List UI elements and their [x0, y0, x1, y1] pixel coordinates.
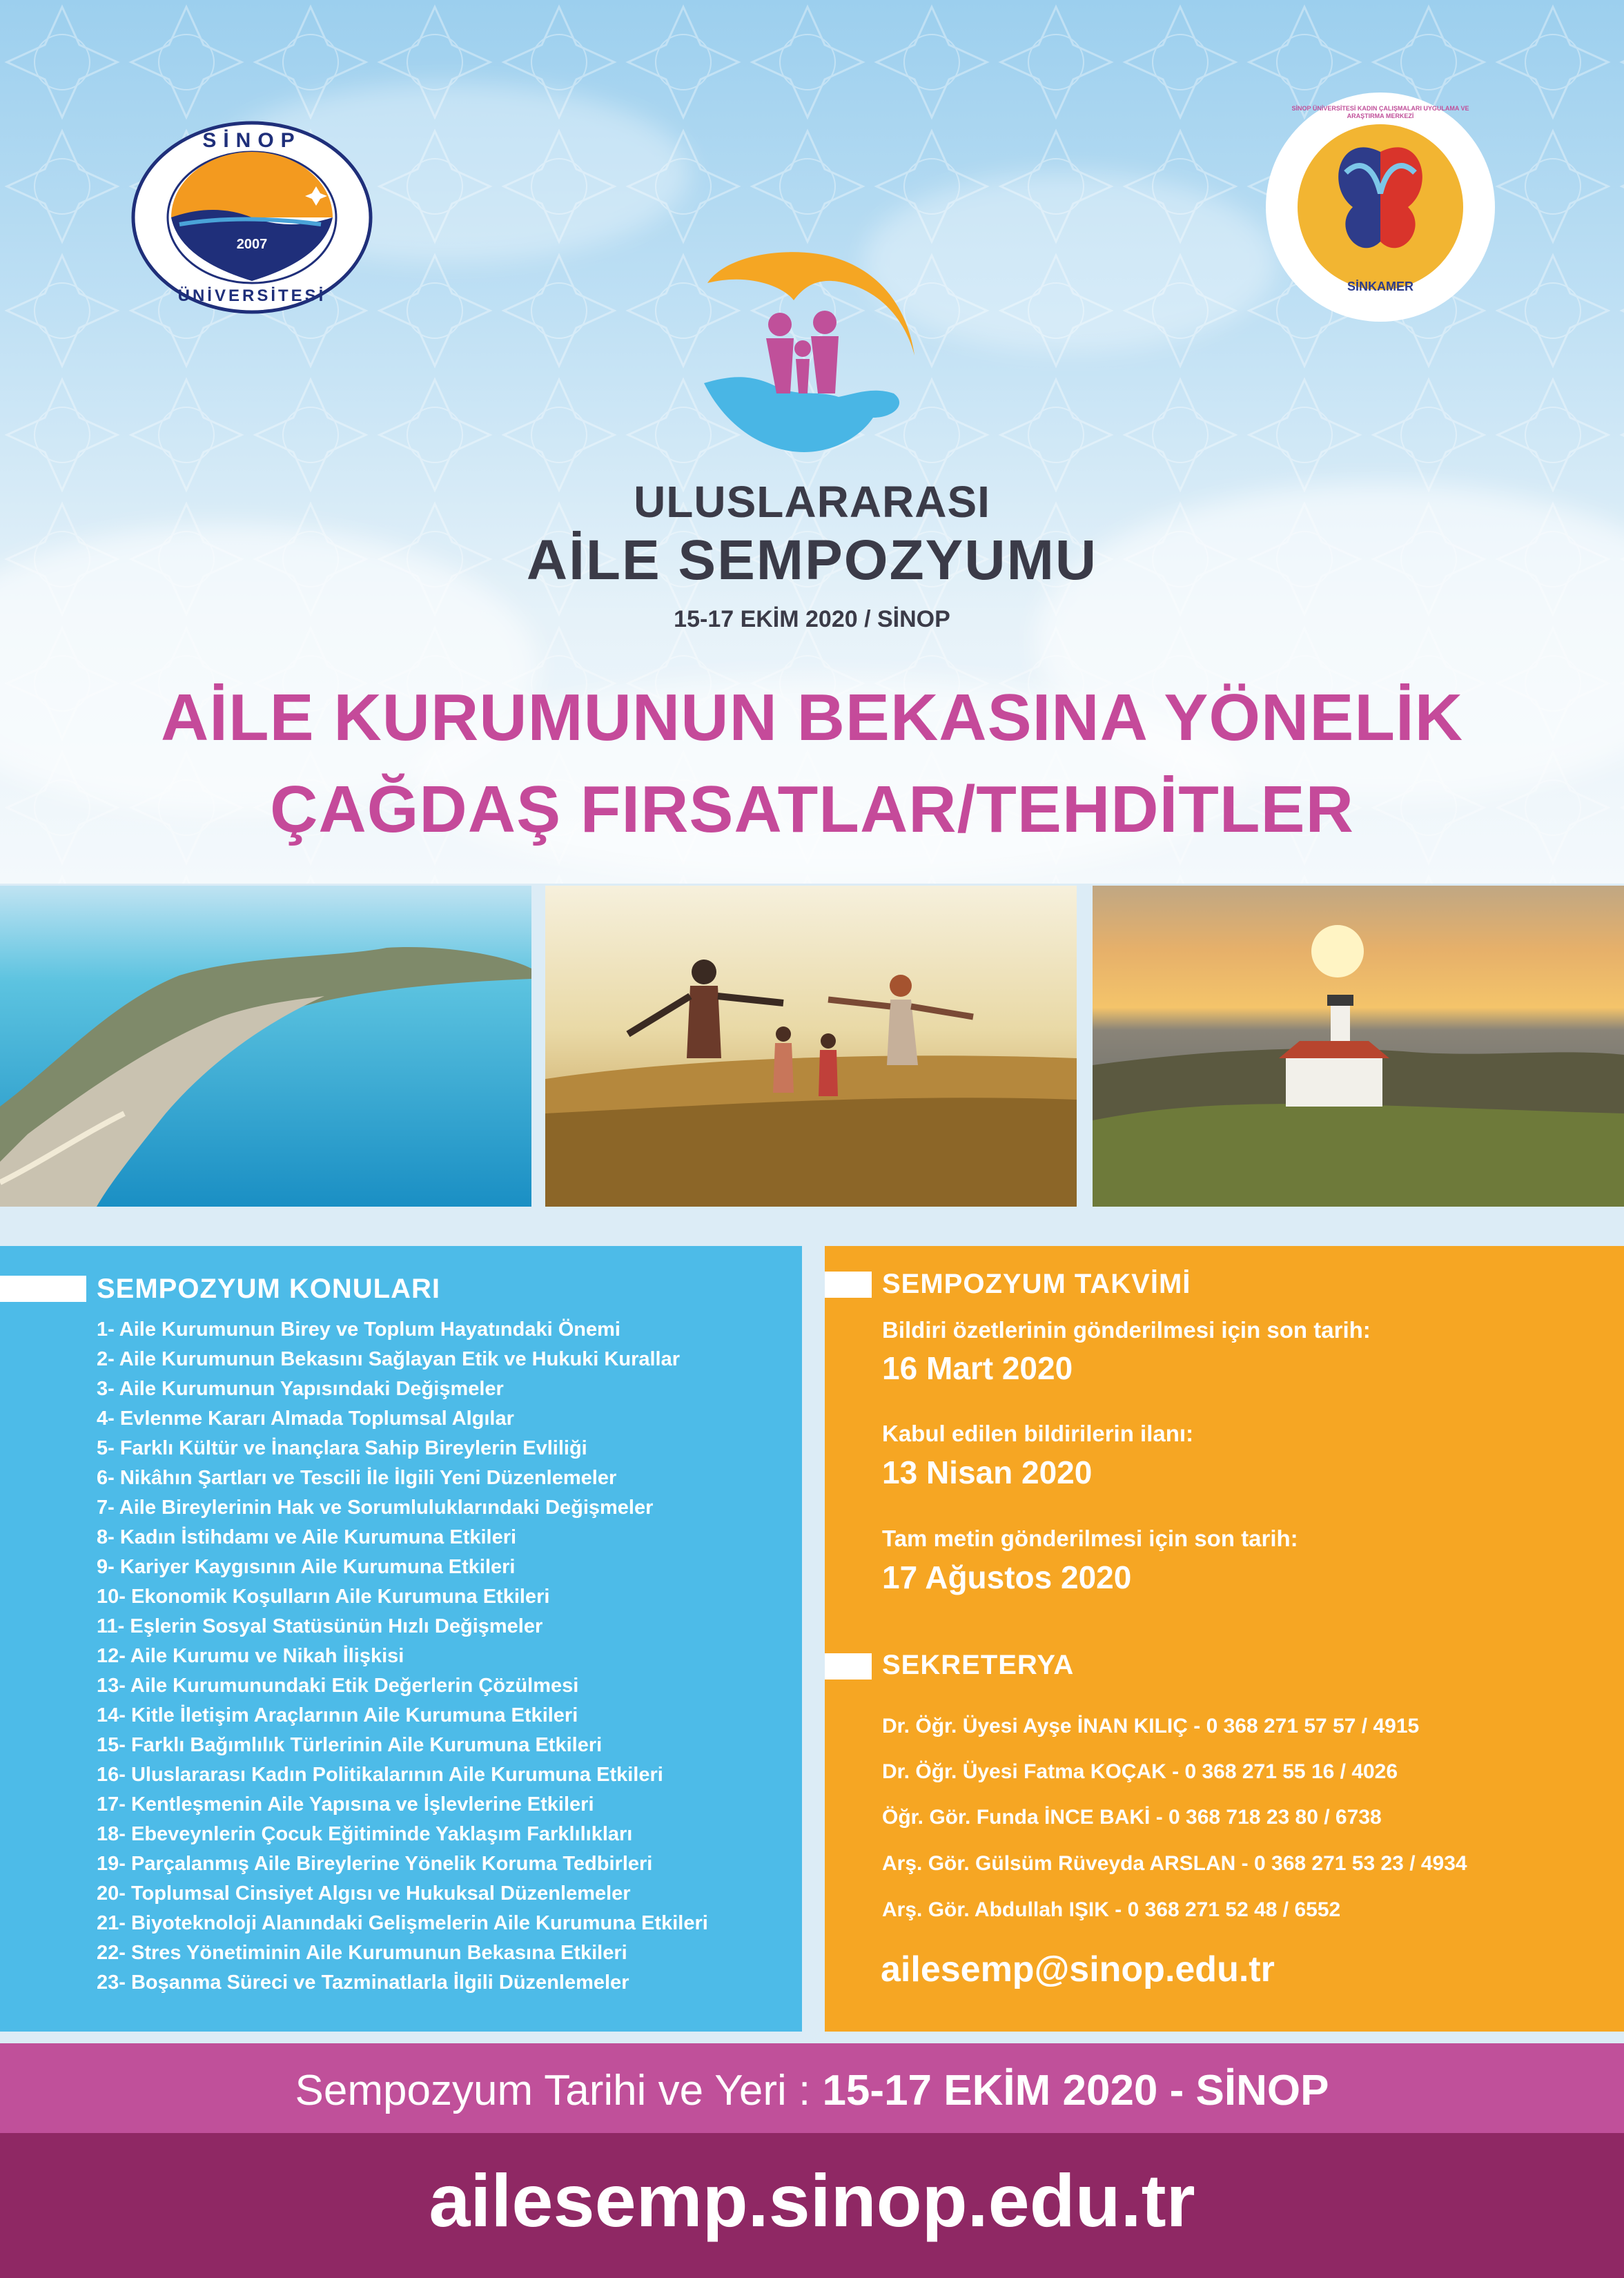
topic-item: 19- Parçalanmış Aile Bireylerine Yönelik Koruma Tedbirleri [97, 1853, 653, 1875]
topic-item: 12- Aile Kurumu ve Nikah İlişkisi [97, 1645, 404, 1667]
contact-4: Arş. Gör. Gülsüm Rüveyda ARSLAN - 0 368 271 53 23 / 4934 [882, 1852, 1467, 1875]
topic-item: 7- Aile Bireylerinin Hak ve Sorumluluklarındaki Değişmeler [97, 1497, 654, 1519]
topic-item: 9- Kariyer Kaygısının Aile Kurumuna Etkileri [97, 1556, 516, 1578]
calendar-title-bar [825, 1272, 872, 1298]
topic-item: 6- Nikâhın Şartları ve Tescili İle İlgili Yeni Düzenlemeler [97, 1467, 617, 1489]
topic-item: 13- Aile Kurumunundaki Etik Değerlerin Çözülmesi [97, 1675, 579, 1697]
calendar-date-1: 16 Mart 2020 [882, 1350, 1073, 1386]
contact-2: Dr. Öğr. Üyesi Fatma KOÇAK - 0 368 271 55 16 / 4026 [882, 1760, 1398, 1783]
topic-item: 10- Ekonomik Koşulların Aile Kurumuna Etkileri [97, 1586, 550, 1608]
topic-item: 14- Kitle İletişim Araçlarının Aile Kurumuna Etkileri [97, 1704, 578, 1726]
family-hand-icon [701, 245, 928, 473]
sinkamer-name: SİNKAMER [1347, 280, 1413, 293]
date-place-label: Sempozyum Tarihi ve Yeri : [295, 2067, 811, 2114]
contact-3: Öğr. Gör. Funda İNCE BAKİ - 0 368 718 23 80 / 6738 [882, 1806, 1382, 1829]
photo-sinop-peninsula [0, 886, 531, 1207]
secretariat-email[interactable]: ailesemp@sinop.edu.tr [881, 1949, 1275, 1989]
calendar-date-2: 13 Nisan 2020 [882, 1454, 1093, 1490]
contact-1: Dr. Öğr. Üyesi Ayşe İNAN KILIÇ - 0 368 271 57 57 / 4915 [882, 1715, 1420, 1737]
topics-title-bar [0, 1276, 86, 1302]
topic-item: 2- Aile Kurumunun Bekasını Sağlayan Etik ve Hukuki Kurallar [97, 1348, 681, 1370]
topic-item: 15- Farklı Bağımlılık Türlerinin Aile Kurumuna Etkileri [97, 1734, 603, 1756]
university-name-top: SİNOP [202, 129, 302, 152]
topic-item: 4- Evlenme Kararı Almada Toplumsal Algılar [97, 1408, 514, 1430]
secretariat-title-bar [825, 1653, 872, 1680]
symposium-name: AİLE SEMPOZYUMU [526, 529, 1098, 592]
topic-item: 23- Boşanma Süreci ve Tazminatlarla İlgili Düzenlemeler [97, 1972, 629, 1994]
photo-family-running [545, 886, 1077, 1207]
topic-item: 1- Aile Kurumunun Birey ve Toplum Hayatındaki Önemi [97, 1318, 620, 1341]
university-year: 2007 [236, 237, 268, 252]
topic-item: 11- Eşlerin Sosyal Statüsünün Hızlı Değişmeler [97, 1615, 543, 1637]
calendar-title: SEMPOZYUM TAKVİMİ [882, 1269, 1191, 1299]
calendar-label-2: Kabul edilen bildirilerin ilanı: [882, 1421, 1194, 1446]
topic-item: 17- Kentleşmenin Aile Yapısına ve İşlevlerine Etkileri [97, 1793, 594, 1815]
headline-line-2: ÇAĞDAŞ FIRSATLAR/TEHDİTLER [270, 772, 1354, 846]
sinkamer-logo [1263, 90, 1498, 324]
topic-item: 20- Toplumsal Cinsiyet Algısı ve Hukuksal Düzenlemeler [97, 1882, 631, 1905]
calendar-label-1: Bildiri özetlerinin gönderilmesi için son tarih: [882, 1317, 1371, 1343]
topics-list [97, 1315, 708, 1998]
topics-title: SEMPOZYUM KONULARI [97, 1274, 440, 1304]
date-place-value: 15-17 EKİM 2020 - SİNOP [822, 2067, 1329, 2114]
headline-line-1: AİLE KURUMUNUN BEKASINA YÖNELİK [160, 681, 1464, 755]
symposium-date: 15-17 EKİM 2020 / SİNOP [674, 606, 950, 632]
topic-item: 8- Kadın İstihdamı ve Aile Kurumuna Etkileri [97, 1526, 517, 1548]
website-link[interactable]: ailesemp.sinop.edu.tr [429, 2159, 1195, 2242]
topic-item: 3- Aile Kurumunun Yapısındaki Değişmeler [97, 1378, 504, 1400]
topic-item: 22- Stres Yönetiminin Aile Kurumunun Bekasına Etkileri [97, 1942, 627, 1964]
calendar-label-3: Tam metin gönderilmesi için son tarih: [882, 1526, 1298, 1551]
date-place-text [0, 2066, 1624, 2115]
topic-item: 5- Farklı Kültür ve İnançlara Sahip Bireylerin Evliliği [97, 1437, 587, 1459]
topic-item: 18- Ebeveynlerin Çocuk Eğitiminde Yaklaşım Farklılıkları [97, 1823, 633, 1845]
contact-5: Arş. Gör. Abdullah IŞIK - 0 368 271 52 48 / 6552 [882, 1898, 1341, 1921]
university-name-bottom: ÜNİVERSİTESİ [177, 286, 326, 305]
sinkamer-ring-text: SİNOP ÜNİVERSİTESİ KADIN ÇALIŞMALARI UYGULAMA VE ARAŞTIRMA MERKEZİ [1291, 105, 1469, 119]
calendar-date-3: 17 Ağustos 2020 [882, 1559, 1132, 1595]
symposium-type: ULUSLARARASI [634, 477, 990, 527]
sinop-university-logo [131, 121, 373, 314]
topic-item: 16- Uluslararası Kadın Politikalarının Aile Kurumuna Etkileri [97, 1764, 663, 1786]
topic-item: 21- Biyoteknoloji Alanındaki Gelişmelerin Aile Kurumuna Etkileri [97, 1912, 708, 1934]
secretariat-title: SEKRETERYA [882, 1650, 1075, 1680]
photo-lighthouse-sunset [1093, 886, 1624, 1207]
